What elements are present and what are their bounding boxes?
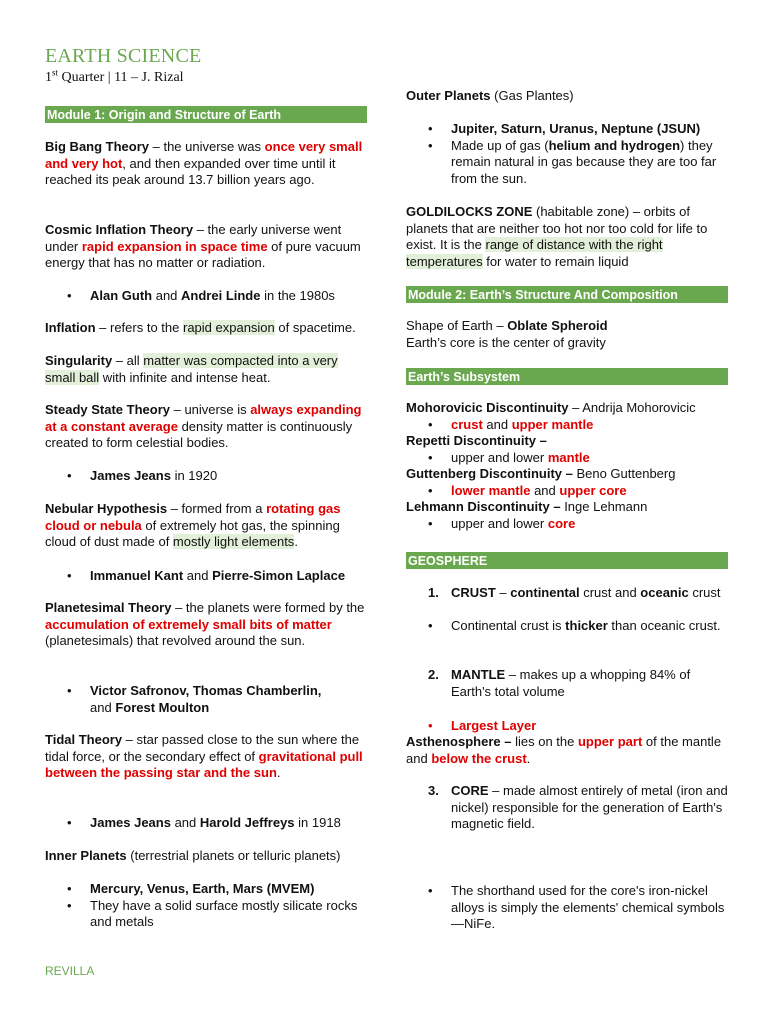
- core-bullet: • The shorthand used for the core's iron-nickel alloys is simply the elements' chemical symbols—NiFe.: [406, 883, 728, 933]
- outer-planets-list: [406, 121, 728, 187]
- list-item: 2. MANTLE – makes up a whopping 84% of Earth's total volume: [428, 667, 691, 699]
- asthenosphere-paragraph: Asthenosphere – lies on the upper part of the mantle and below the crust.: [406, 734, 722, 766]
- subsystem-heading: Earth’s Subsystem: [406, 368, 728, 385]
- quarter-suffix: st: [52, 67, 59, 78]
- shape-of-earth: Shape of Earth – Oblate Spheroid: [406, 318, 608, 333]
- list-item: • James Jeans in 1920: [45, 468, 367, 485]
- list-item: • Alan Guth and Andrei Linde in the 1980s: [45, 288, 367, 305]
- lehmann-bullet: • upper and lower core: [406, 516, 728, 533]
- list-item: • They have a solid surface mostly silicate rocks and metals: [45, 898, 367, 931]
- list-item: 1. CRUST – continental crust and oceanic crust: [428, 585, 721, 600]
- lehmann-line: Lehmann Discontinuity – Inge Lehmann: [406, 499, 648, 514]
- discontinuities-section: [406, 400, 728, 532]
- subtitle-rest: Quarter | 11 – J. Rizal: [58, 70, 184, 85]
- guth-list: [45, 288, 367, 305]
- footer-author: REVILLA: [45, 964, 95, 978]
- list-item: • Mercury, Venus, Earth, Mars (MVEM): [45, 881, 367, 898]
- moho-line: Mohorovicic Discontinuity – Andrija Mohorovicic: [406, 400, 696, 415]
- repetti-bullet: • upper and lower mantle: [406, 450, 728, 467]
- page-subtitle: [45, 67, 184, 87]
- kant-list: [45, 568, 367, 585]
- gutten-line: Guttenberg Discontinuity – Beno Guttenberg: [406, 466, 676, 481]
- safronov-list: [45, 683, 367, 716]
- moho-bullet: • crust and upper mantle: [406, 417, 728, 434]
- repetti-line: Repetti Discontinuity –: [406, 433, 547, 448]
- list-item: • Made up of gas (helium and hydrogen) they remain natural in gas because they are too far from the sun.: [406, 138, 728, 188]
- list-item: • Immanuel Kant and Pierre-Simon Laplace: [45, 568, 367, 585]
- crust-bullet: • Continental crust is thicker than oceanic crust.: [406, 618, 728, 635]
- module2-heading: Module 2: Earth’s Structure And Composition: [406, 286, 728, 303]
- inner-planets-paragraph: Inner Planets (terrestrial planets or telluric planets): [45, 848, 341, 863]
- module1-heading: Module 1: Origin and Structure of Earth: [45, 106, 367, 123]
- list-item: • James Jeans and Harold Jeffreys in 1918: [45, 815, 367, 832]
- nebular-paragraph: Nebular Hypothesis – formed from a rotating gas cloud or nebula of extremely hot gas, the spinning cloud of dust made of mostly light elements.: [45, 501, 341, 549]
- jeans-1918-list: [45, 815, 367, 832]
- list-item: • Jupiter, Saturn, Uranus, Neptune (JSUN): [406, 121, 728, 138]
- steady-state-paragraph: Steady State Theory – universe is always expanding at a constant average density matter is continuously created to form celestial bodies.: [45, 402, 362, 450]
- right-column: [406, 0, 728, 931]
- inflation-paragraph: Inflation – refers to the rapid expansion of spacetime.: [45, 320, 356, 335]
- tidal-paragraph: Tidal Theory – star passed close to the sun where the tidal force, or the secondary effect of gravitational pull between the passing star and the sun.: [45, 732, 363, 780]
- page-title: EARTH SCIENCE: [45, 45, 202, 67]
- list-item: • Victor Safronov, Thomas Chamberlin, and Forest Moulton: [45, 683, 367, 716]
- inner-planets-list: [45, 881, 367, 931]
- gutten-bullet: • lower mantle and upper core: [406, 483, 728, 500]
- geosphere-heading: GEOSPHERE: [406, 552, 728, 569]
- singularity-paragraph: Singularity – all matter was compacted into a very small ball with infinite and intense heat.: [45, 353, 338, 385]
- big-bang-paragraph: Big Bang Theory – the universe was once very small and very hot, and then expanded over time until it reached its peak around 13.7 billion years ago.: [45, 139, 363, 187]
- mantle-bullet: • Largest Layer: [406, 718, 728, 735]
- planetesimal-paragraph: Planetesimal Theory – the planets were formed by the accumulation of extremely small bits of matter (planetesimals) that revolved around the sun.: [45, 600, 365, 648]
- jeans-1920-list: [45, 468, 367, 485]
- goldilocks-paragraph: GOLDILOCKS ZONE (habitable zone) – orbits of planets that are neither too hot nor too cold for life to exist. It is the range of distance with the right temperatures for water to remain liquid: [406, 204, 708, 269]
- core-center-gravity: Earth’s core is the center of gravity: [406, 335, 606, 350]
- core-item: [406, 783, 728, 833]
- crust-item: [406, 585, 728, 602]
- quarter-number: 1: [45, 70, 52, 85]
- cosmic-inflation-paragraph: Cosmic Inflation Theory – the early universe went under rapid expansion in space time of pure vacuum energy that has no matter or radiation.: [45, 222, 361, 270]
- outer-planets-paragraph: Outer Planets (Gas Plantes): [406, 88, 574, 103]
- mantle-item: [406, 667, 728, 700]
- list-item: 3. CORE – made almost entirely of metal (iron and nickel) responsible for the generation of Earth's magnetic field.: [428, 783, 728, 831]
